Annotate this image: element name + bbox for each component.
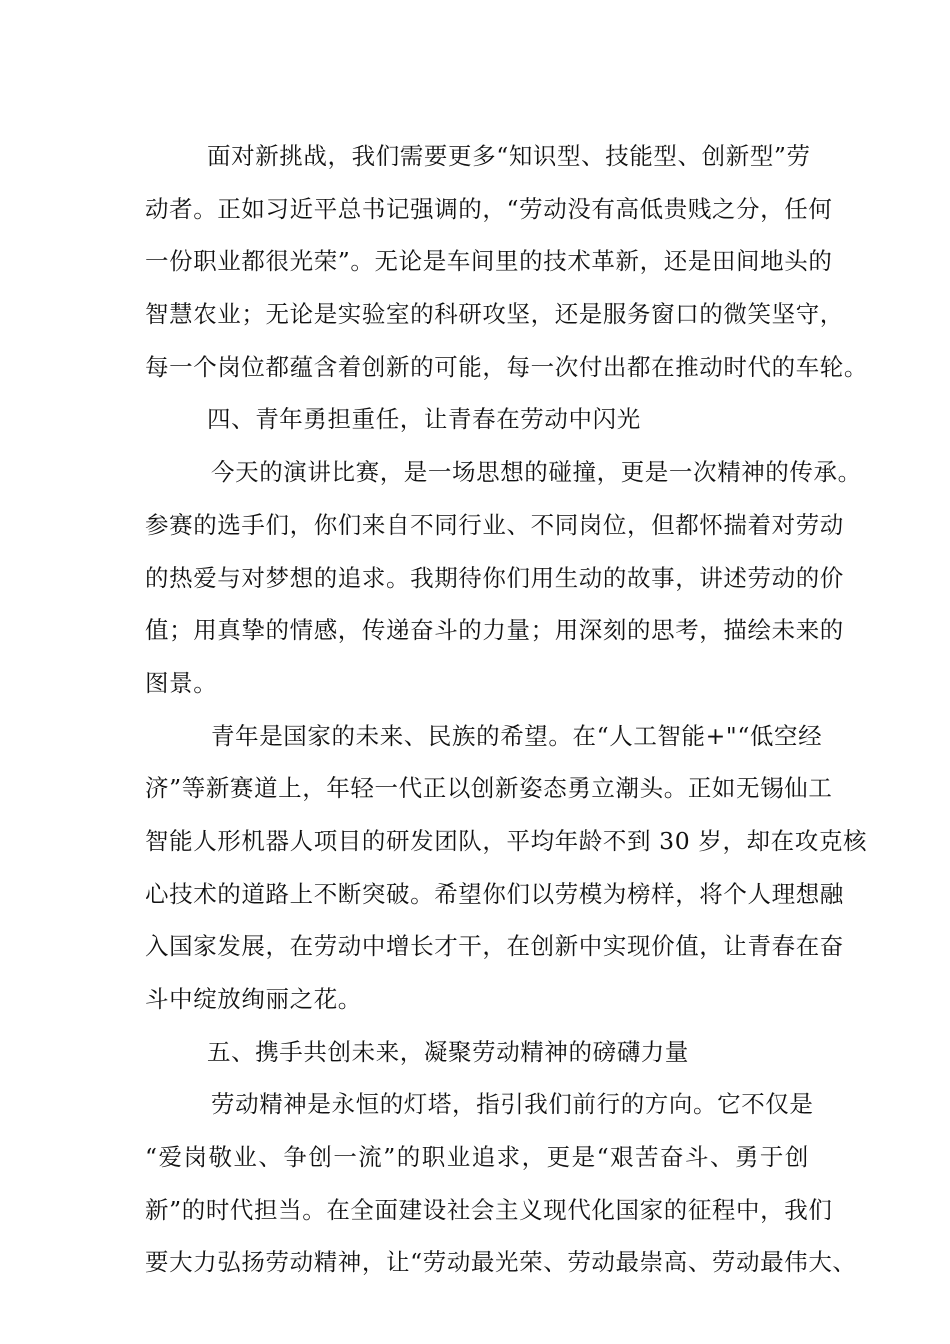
text-line: “爱岗敬业、争创一流”的职业追求，更是“艰苦奋斗、勇于创 [145, 1143, 809, 1172]
text-line: 要大力弘扬劳动精神，让“劳动最光荣、劳动最崇高、劳动最伟大、 [145, 1248, 857, 1277]
paragraph-body [145, 446, 862, 709]
paragraph-body [145, 710, 868, 1026]
text-line: 济”等新赛道上，年轻一代正以创新姿态勇立潮头。正如无锡仙工 [145, 774, 833, 803]
text-line: 图景。 [145, 668, 218, 697]
text-line: 动者。正如习近平总书记强调的，“劳动没有高低贵贱之分，任何 [145, 194, 833, 223]
paragraph-body [145, 1078, 857, 1289]
text-line: 参赛的选手们，你们来自不同行业、不同岗位，但都怀揣着对劳动 [145, 510, 844, 539]
heading-text: 四、青年勇担重任，让青春在劳动中闪光 [207, 405, 641, 434]
text-line: 智慧农业；无论是实验室的科研攻坚，还是服务窗口的微笑坚守， [145, 300, 844, 329]
section-heading [145, 1026, 809, 1079]
text-line: 入国家发展，在劳动中增长才干，在创新中实现价值，让青春在奋 [145, 932, 844, 961]
text-line: 心技术的道路上不断突破。希望你们以劳模为榜样，将个人理想融 [145, 879, 844, 908]
paragraph-body [145, 130, 868, 393]
text-line: 值；用真挚的情感，传递奋斗的力量；用深刻的思考，描绘未来的 [145, 616, 844, 645]
text-line: 青年是国家的未来、民族的希望。在“人工智能+"“低空经 [211, 721, 823, 750]
text-line: 智能人形机器人项目的研发团队，平均年龄不到 30 岁，却在攻克核 [145, 826, 868, 855]
text-line: 斗中绽放绚丽之花。 [145, 985, 362, 1013]
section-heading [145, 393, 809, 446]
text-line: 今天的演讲比赛，是一场思想的碰撞，更是一次精神的传承。 [211, 458, 862, 487]
document-page [145, 130, 868, 1289]
heading-text: 五、携手共创未来，凝聚劳动精神的磅礴力量 [207, 1037, 689, 1066]
text-line: 一份职业都很光荣”。无论是车间里的技术革新，还是田间地头的 [145, 247, 833, 276]
text-line: 劳动精神是永恒的灯塔，指引我们前行的方向。它不仅是 [211, 1090, 814, 1119]
text-line: 每一个岗位都蕴含着创新的可能，每一次付出都在推动时代的车轮。 [145, 352, 868, 381]
text-line: 新”的时代担当。在全面建设社会主义现代化国家的征程中，我们 [145, 1195, 833, 1224]
text-line: 的热爱与对梦想的追求。我期待你们用生动的故事，讲述劳动的价 [145, 563, 844, 592]
text-line: 面对新挑战，我们需要更多“知识型、技能型、创新型”劳 [207, 142, 811, 170]
